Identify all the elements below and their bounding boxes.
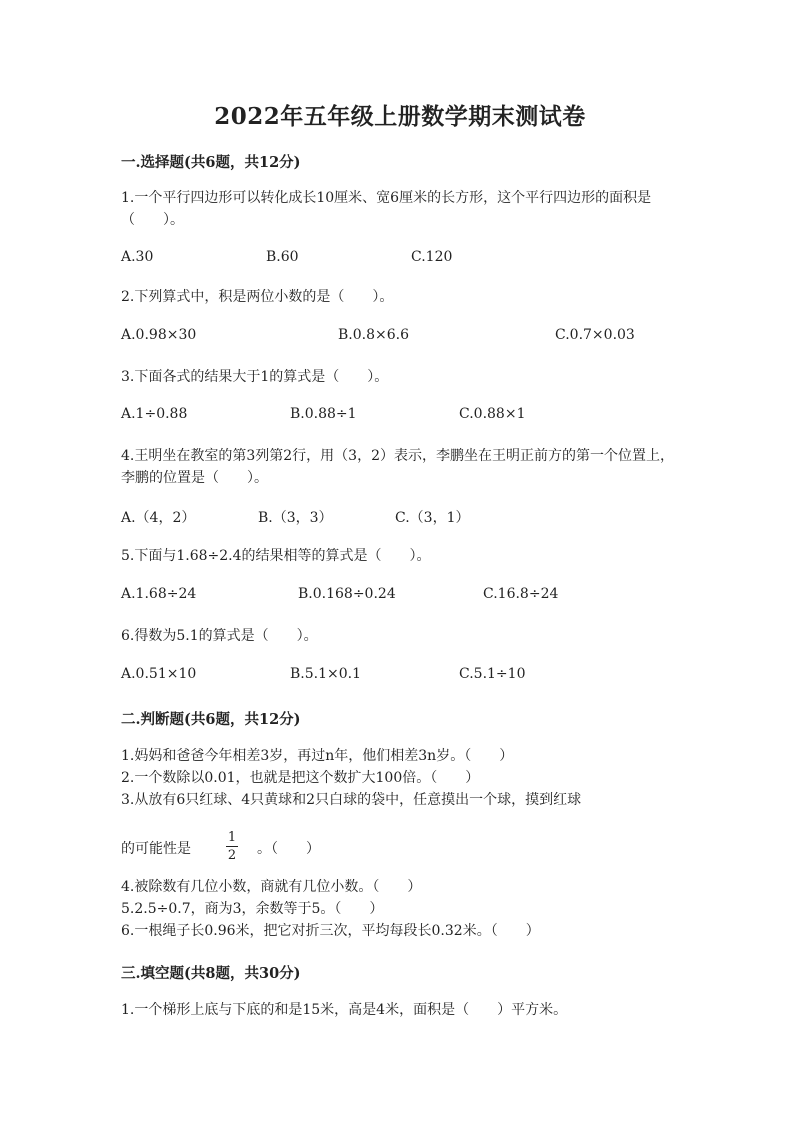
judgement-item-3: 3.从放有6只红球、4只黄球和2只白球的袋中，任意摸出一个球，摸到红球 xyxy=(121,792,582,808)
fraction-denominator: 2 xyxy=(227,848,237,863)
option-c: C.5.1÷10 xyxy=(459,666,526,682)
option-a: A.1.68÷24 xyxy=(121,586,197,602)
fill-blank-item-1: 1.一个梯形上底与下底的和是15米，高是4米，面积是（ ）平方米。 xyxy=(121,1002,568,1018)
option-b: B.0.168÷0.24 xyxy=(298,586,396,602)
option-b: B.0.88÷1 xyxy=(290,406,357,422)
options-row-1 xyxy=(121,249,721,271)
options-row-5 xyxy=(121,586,721,608)
options-row-3 xyxy=(121,406,721,428)
judgement-item-3-bracket: 。（ ） xyxy=(257,841,320,857)
option-a: A.0.98×30 xyxy=(121,327,197,343)
options-row-6 xyxy=(121,666,721,688)
judgement-item-1: 1.妈妈和爸爸今年相差3岁，再过n年，他们相差3n岁。（ ） xyxy=(121,748,514,764)
option-b: B.（3，3） xyxy=(258,510,333,526)
question-5: 5.下面与1.68÷2.4的结果相等的算式是（ ）。 xyxy=(121,548,431,564)
option-c: C.（3，1） xyxy=(395,510,470,526)
section-heading-judgement: 二.判断题(共6题，共12分) xyxy=(121,711,301,728)
option-c: C.0.7×0.03 xyxy=(555,327,635,343)
option-c: C.0.88×1 xyxy=(459,406,526,422)
option-a: A.1÷0.88 xyxy=(121,406,188,422)
option-c: C.120 xyxy=(411,249,453,265)
judgement-item-3-text: 的可能性是 xyxy=(121,841,191,857)
page-title: 2022年五年级上册数学期末测试卷 xyxy=(214,103,586,130)
option-b: B.0.8×6.6 xyxy=(338,327,409,343)
fraction-one-half xyxy=(226,831,238,863)
question-2: 2.下列算式中，积是两位小数的是（ ）。 xyxy=(121,289,394,305)
option-a: A.（4，2） xyxy=(121,510,196,526)
judgement-item-4: 4.被除数有几位小数，商就有几位小数。（ ） xyxy=(121,879,422,895)
section-heading-choice: 一.选择题(共6题，共12分) xyxy=(121,154,301,171)
question-3: 3.下面各式的结果大于1的算式是（ ）。 xyxy=(121,369,389,385)
option-a: A.30 xyxy=(121,249,154,265)
option-a: A.0.51×10 xyxy=(121,666,197,682)
question-1: 1.一个平行四边形可以转化成长10厘米、宽6厘米的长方形，这个平行四边形的面积是（ ）。 xyxy=(121,190,652,228)
options-row-2 xyxy=(121,327,721,349)
options-row-4 xyxy=(121,507,721,529)
question-4: 4.王明坐在教室的第3列第2行，用（3，2）表示，李鹏坐在王明正前方的第一个位置上，李鹏的位置是（ ）。 xyxy=(121,448,674,486)
option-b: B.5.1×0.1 xyxy=(290,666,361,682)
judgement-item-5: 5.2.5÷0.7，商为3，余数等于5。（ ） xyxy=(121,901,384,917)
option-b: B.60 xyxy=(266,249,299,265)
judgement-item-2: 2.一个数除以0.01，也就是把这个数扩大100倍。（ ） xyxy=(121,770,480,786)
judgement-item-6: 6.一根绳子长0.96米，把它对折三次，平均每段长0.32米。（ ） xyxy=(121,923,540,939)
section-heading-fill-blank: 三.填空题(共8题，共30分) xyxy=(121,965,301,982)
question-6: 6.得数为5.1的算式是（ ）。 xyxy=(121,628,318,644)
option-c: C.16.8÷24 xyxy=(483,586,559,602)
fraction-numerator: 1 xyxy=(227,830,237,845)
